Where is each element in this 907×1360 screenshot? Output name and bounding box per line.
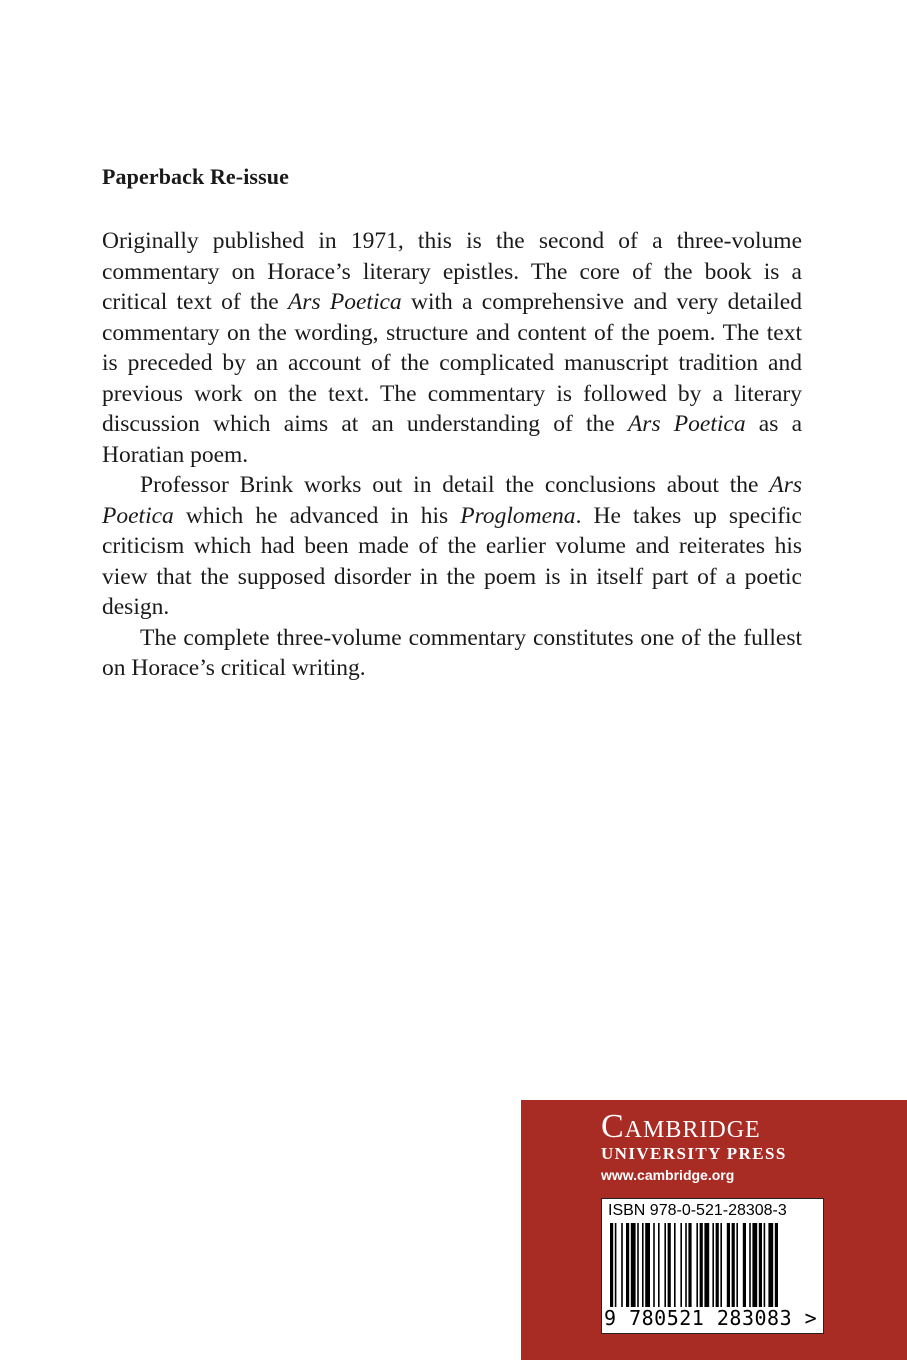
barcode-bar xyxy=(700,1223,703,1307)
barcode-bar xyxy=(775,1223,778,1307)
barcode-box xyxy=(601,1198,824,1334)
p2-text-a: Professor Brink works out in detail the conclusions about the xyxy=(140,472,770,498)
barcode-bar xyxy=(688,1223,691,1307)
barcode-bar xyxy=(685,1223,687,1307)
paragraph-3 xyxy=(102,623,802,684)
page-heading: Paperback Re-issue xyxy=(102,164,289,189)
barcode-bar xyxy=(645,1223,650,1307)
paragraph-1 xyxy=(102,226,802,470)
barcode-bar xyxy=(716,1223,719,1307)
barcode-bar xyxy=(637,1223,639,1307)
barcode-bar xyxy=(759,1223,762,1307)
barcode-bar xyxy=(752,1223,757,1307)
barcode-digits: 9 780521 283083 > xyxy=(604,1306,818,1330)
barcode-bar xyxy=(668,1223,671,1307)
description-text xyxy=(102,226,802,684)
publisher-url: www.cambridge.org xyxy=(601,1167,735,1183)
publisher-name: Cambridge xyxy=(601,1108,761,1145)
barcode-bar xyxy=(631,1223,636,1307)
barcode-bar xyxy=(704,1223,709,1307)
p1-text-b: with a comprehensive and very detailed commentary on the wording, structure and content of the poem. The text is preceded by an account of the complicated manuscript tradition and previous work on the text. The commentary is followed by a literary discussion which aims at an understanding of the xyxy=(102,289,802,437)
barcode-bar xyxy=(720,1223,722,1307)
barcode-bar xyxy=(696,1223,698,1307)
barcode-bar xyxy=(727,1223,730,1307)
barcode-bar xyxy=(653,1223,655,1307)
barcode-bar xyxy=(621,1223,623,1307)
barcode-bar xyxy=(743,1223,746,1307)
p1-title-ars-poetica: Ars Poetica xyxy=(287,289,402,315)
barcode-bar xyxy=(664,1223,666,1307)
p1-title-ars-poetica-2: Ars Poetica xyxy=(627,411,746,437)
barcode-bar xyxy=(764,1223,766,1307)
barcode-bar xyxy=(712,1223,714,1307)
p3-text: The complete three-volume commentary constitutes one of the fullest on Horace’s critical writing. xyxy=(102,624,802,681)
paragraph-2 xyxy=(102,470,802,623)
barcode-bar xyxy=(642,1223,644,1307)
p1-text-a: Originally published in 1971, this is the second of a three-volume commentary on Horace’s literary epistles. The core of the book is a critical text of the xyxy=(102,228,802,315)
barcode-bar xyxy=(749,1223,751,1307)
barcode-bar xyxy=(626,1223,629,1307)
p2-text-b: which he advanced in his xyxy=(173,502,461,529)
isbn-label: ISBN 978-0-521-28308-3 xyxy=(608,1202,787,1219)
barcode-bar xyxy=(658,1223,660,1307)
barcode-icon xyxy=(610,1223,815,1307)
barcode-bar xyxy=(736,1223,738,1307)
barcode-bar xyxy=(732,1223,735,1307)
p2-title-proglomena: Proglomena xyxy=(460,502,576,529)
barcode-bar xyxy=(680,1223,682,1307)
barcode-bar xyxy=(610,1223,613,1307)
barcode-bar xyxy=(615,1223,617,1307)
p2-title-ars-poetica: Ars Poetica xyxy=(102,472,802,529)
publisher-subtitle: UNIVERSITY PRESS xyxy=(601,1144,787,1163)
publisher-block xyxy=(521,1100,907,1360)
barcode-bar xyxy=(674,1223,676,1307)
p2-text-c: . He takes up specific criticism which had been made of the earlier volume and reiterates his view that the supposed disorder in the poem is in itself part of a poetic design. xyxy=(102,502,802,620)
p1-text-c: as a Horatian poem. xyxy=(102,411,802,468)
barcode-bar xyxy=(768,1223,773,1307)
